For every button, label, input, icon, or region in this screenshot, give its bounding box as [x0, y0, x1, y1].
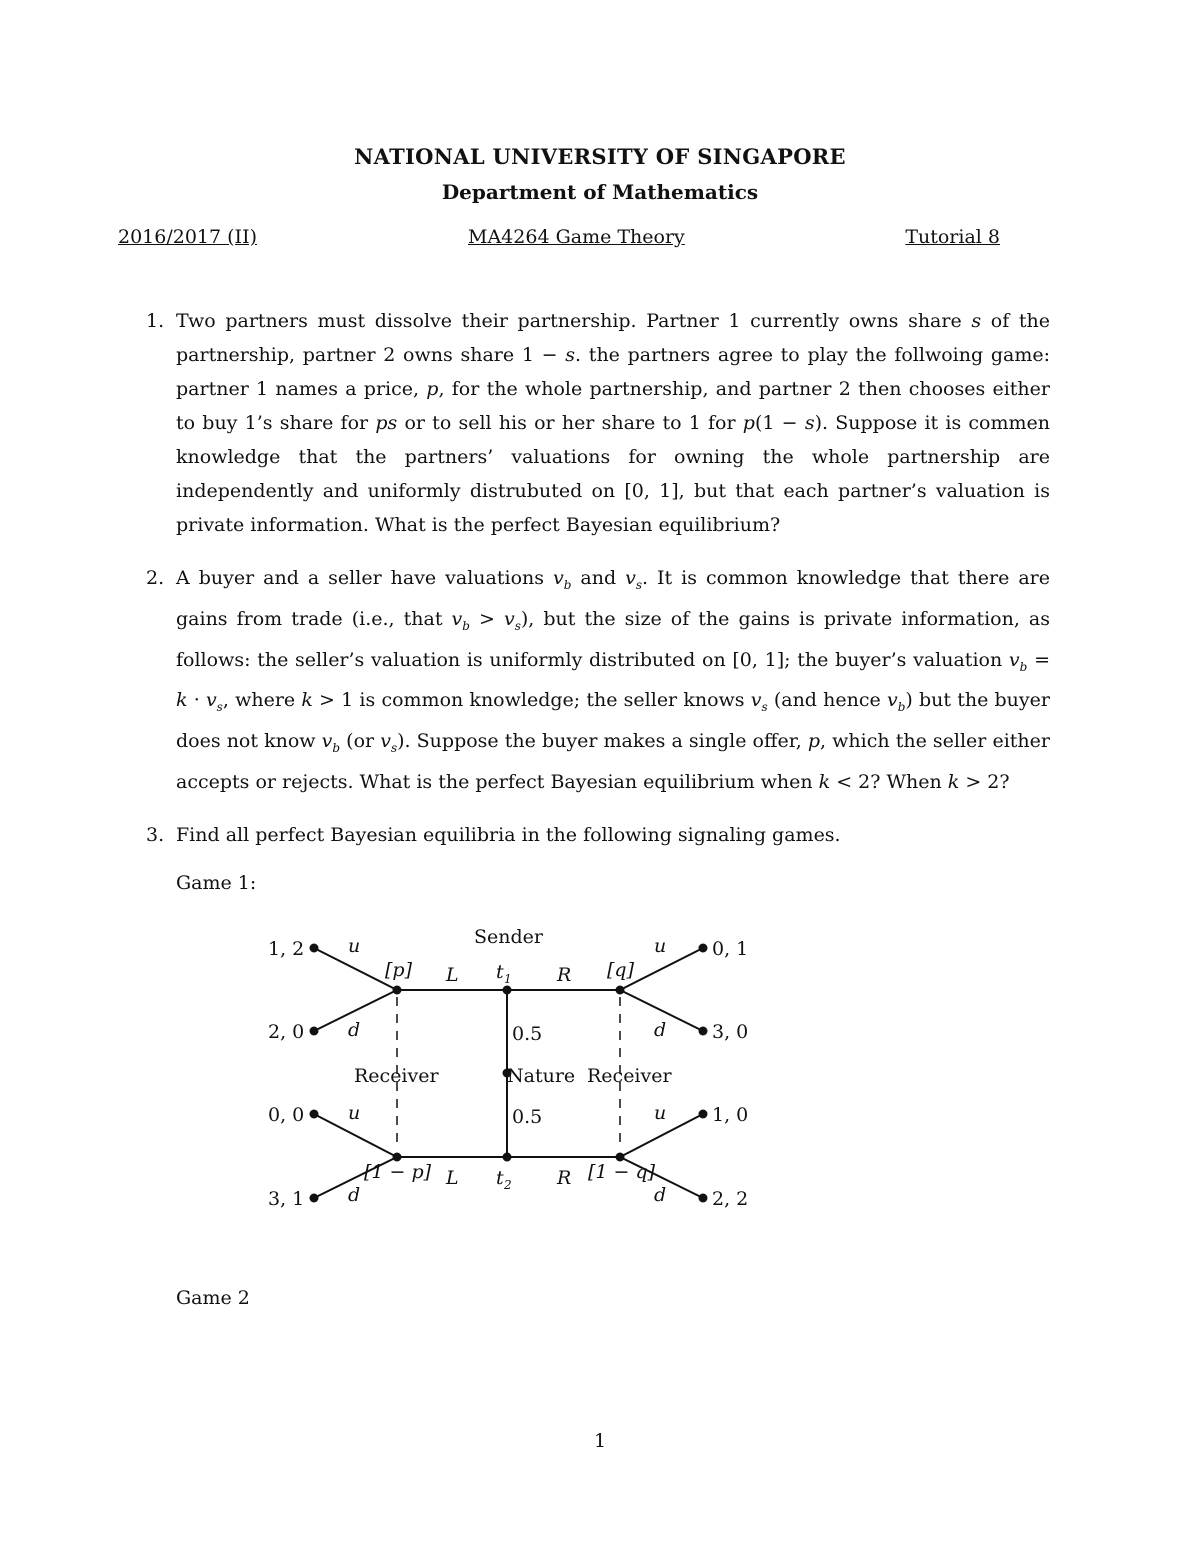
label-receiver-right: Receiver [587, 1065, 672, 1087]
prob-bottom: 0.5 [512, 1106, 543, 1128]
course-label: MA4264 Game Theory [468, 226, 685, 248]
terminal-tl-u [310, 944, 319, 953]
terminal-tl-d [310, 1027, 319, 1036]
action-u-tr: u [654, 935, 667, 957]
game-1-label: Game 1: [176, 872, 257, 894]
payoff-br-d: 2, 2 [712, 1188, 749, 1210]
payoff-tr-u: 0, 1 [712, 938, 749, 960]
label-R-bottom: R [557, 1167, 572, 1189]
label-R-top: R [557, 964, 572, 986]
label-sender: Sender [474, 926, 543, 948]
payoff-bl-u: 0, 0 [268, 1104, 305, 1126]
label-L-top: L [446, 964, 459, 986]
belief-1-minus-p: [1 − p] [364, 1161, 432, 1183]
belief-q: [q] [607, 959, 634, 981]
payoff-tl-u: 1, 2 [268, 938, 305, 960]
action-d-bl: d [348, 1184, 361, 1206]
terminal-br-u [699, 1110, 708, 1119]
action-d-br: d [654, 1184, 667, 1206]
action-u-br: u [654, 1102, 667, 1124]
action-u-tl: u [348, 935, 361, 957]
payoff-bl-d: 3, 1 [268, 1188, 305, 1210]
question-2-text: A buyer and a seller have valuations $v_b$ and $v_s$. It is common knowledge that there are gains from trade (i.e., that $v_b > v_s$), but the size of the gains is private information, as follows: the seller’s valuation is uniformly distributed on [0, 1]; the buyer’s valuation $v_b = k \cdot v_s$, where k > 1 is common knowledge; the seller knows $v_s$ (and hence $v_b$) but the buyer does not know $v_b$ (or $v_s$). Suppose the buyer makes a single offer, p, which the seller either accepts or rejects. What is the perfect Bayesian equilibrium when k < 2? When k > 2? [176, 567, 1051, 793]
terminal-bl-d [310, 1194, 319, 1203]
question-1-text: Two partners must dissolve their partnership. Partner 1 currently owns share s of the partnership, partner 2 owns share 1 − s. the partners agree to play the follwoing game: partner 1 names a price, p, for the whole partnership, and partner 2 then chooses either to buy 1’s share for ps or to sell his or her share to 1 for p(1 − s). Suppose it is commen knowledge that the partners’ valuations for owning the whole partnership are independently and uniformly distrubuted on [0, 1], but that each partner’s valuation is private information. What is the perfect Bayesian equilibrium? [176, 310, 1051, 536]
terminal-tr-u [699, 944, 708, 953]
payoff-tl-d: 2, 0 [268, 1021, 305, 1043]
belief-p: [p] [385, 959, 412, 981]
question-3-text: Find all perfect Bayesian equilibria in the following signaling games. [176, 824, 841, 846]
action-d-tl: d [348, 1019, 361, 1041]
prob-top: 0.5 [512, 1023, 543, 1045]
node-receiver-top-right [616, 986, 625, 995]
action-d-tr: d [654, 1019, 667, 1041]
question-2-number: 2. [146, 567, 165, 589]
label-receiver-left: Receiver [354, 1065, 439, 1087]
tutorial-label: Tutorial 8 [905, 226, 1000, 248]
game-2-label: Game 2 [176, 1287, 250, 1309]
node-receiver-top-left [393, 986, 402, 995]
terminal-tr-d [699, 1027, 708, 1036]
question-3-number: 3. [146, 824, 165, 846]
term-label: 2016/2017 (II) [118, 226, 257, 248]
question-1-number: 1. [146, 310, 165, 332]
department-title: Department of Mathematics [441, 180, 759, 204]
label-t2-sub: 2 [504, 1178, 512, 1192]
label-nature: Nature [507, 1065, 576, 1087]
terminal-bl-u [310, 1110, 319, 1119]
payoff-tr-d: 3, 0 [712, 1021, 749, 1043]
university-title: NATIONAL UNIVERSITY OF SINGAPORE [354, 144, 846, 169]
node-t1 [503, 986, 512, 995]
label-t1-sub: 1 [504, 972, 512, 986]
belief-1-minus-q: [1 − q] [588, 1161, 656, 1183]
page-number: 1 [593, 1430, 607, 1452]
action-u-bl: u [348, 1102, 361, 1124]
label-t1: t [496, 961, 504, 983]
terminal-br-d [699, 1194, 708, 1203]
payoff-br-u: 1, 0 [712, 1104, 749, 1126]
node-t2 [503, 1153, 512, 1162]
label-L-bottom: L [446, 1167, 459, 1189]
label-t2: t [496, 1167, 504, 1189]
